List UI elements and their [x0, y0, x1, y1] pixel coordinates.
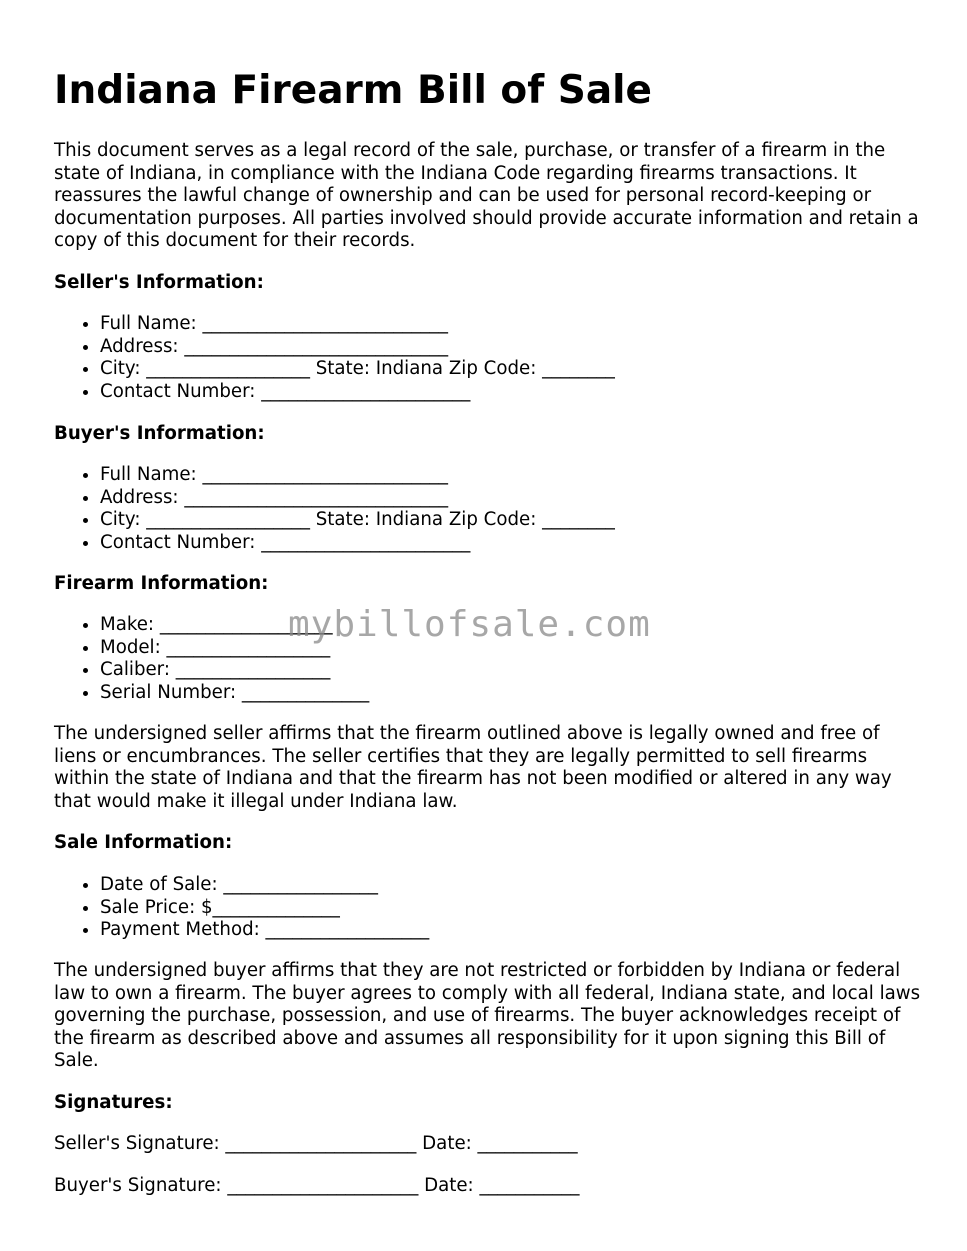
- firearm-caliber-field[interactable]: • Caliber: _________________: [100, 659, 369, 682]
- seller-address-field[interactable]: • Address: _____________________________: [100, 336, 615, 359]
- signatures-heading: Signatures:: [54, 1092, 173, 1113]
- buyer-signature-line[interactable]: Buyer's Signature: _____________________ Date: ___________: [54, 1175, 580, 1196]
- seller-fields-list: [54, 313, 615, 403]
- payment-method-field[interactable]: • Payment Method: __________________: [100, 919, 429, 942]
- seller-affirmation-paragraph: The undersigned seller affirms that the firearm outlined above is legally owned and free of liens or encumbrances. The seller certifies that they are legally permitted to sell firearms within the state of Indiana and that the firearm has not been modified or altered in any way that would make it illegal under Indiana law.: [54, 723, 892, 812]
- seller-full-name-field[interactable]: • Full Name: ___________________________: [100, 313, 615, 336]
- watermark-text: mybillofsale.com: [288, 604, 651, 645]
- buyer-affirmation-paragraph: The undersigned buyer affirms that they are not restricted or forbidden by Indiana or federal law to own a firearm. The buyer agrees to comply with all federal, Indiana state, and local laws governing the purchase, possession, and use of firearms. The buyer acknowledges receipt of the firearm as described above and assumes all responsibility for it upon signing this Bill of Sale.: [54, 960, 921, 1072]
- firearm-make-field[interactable]: • Make: ___________________: [100, 614, 369, 637]
- buyer-heading: Buyer's Information:: [54, 423, 265, 444]
- buyer-address-field[interactable]: • Address: _____________________________: [100, 487, 615, 510]
- seller-heading: Seller's Information:: [54, 272, 264, 293]
- sale-price-field[interactable]: • Sale Price: $______________: [100, 897, 429, 920]
- buyer-city-state-zip-field[interactable]: • City: __________________ State: Indiana Zip Code: ________: [100, 509, 615, 532]
- seller-contact-number-field[interactable]: • Contact Number: _______________________: [100, 381, 615, 404]
- firearm-model-field[interactable]: • Model: __________________: [100, 637, 369, 660]
- seller-signature-line[interactable]: Seller's Signature: _____________________ Date: ___________: [54, 1133, 578, 1154]
- buyer-full-name-field[interactable]: • Full Name: ___________________________: [100, 464, 615, 487]
- intro-paragraph: This document serves as a legal record of the sale, purchase, or transfer of a firearm in the state of Indiana, in compliance with the Indiana Code regarding firearms transactions. It reassures the lawful change of ownership and can be used for personal record-keeping or documentation purposes. All parties involved should provide accurate information and retain a copy of this document for their records.: [54, 140, 919, 252]
- sale-date-field[interactable]: • Date of Sale: _________________: [100, 874, 429, 897]
- firearm-heading: Firearm Information:: [54, 573, 269, 594]
- seller-city-state-zip-field[interactable]: • City: __________________ State: Indiana Zip Code: ________: [100, 358, 615, 381]
- buyer-contact-number-field[interactable]: • Contact Number: _______________________: [100, 532, 615, 555]
- firearm-serial-number-field[interactable]: • Serial Number: ______________: [100, 682, 369, 705]
- document-title: Indiana Firearm Bill of Sale: [54, 68, 652, 113]
- buyer-fields-list: [54, 464, 615, 554]
- sale-heading: Sale Information:: [54, 832, 233, 853]
- sale-fields-list: [54, 874, 429, 942]
